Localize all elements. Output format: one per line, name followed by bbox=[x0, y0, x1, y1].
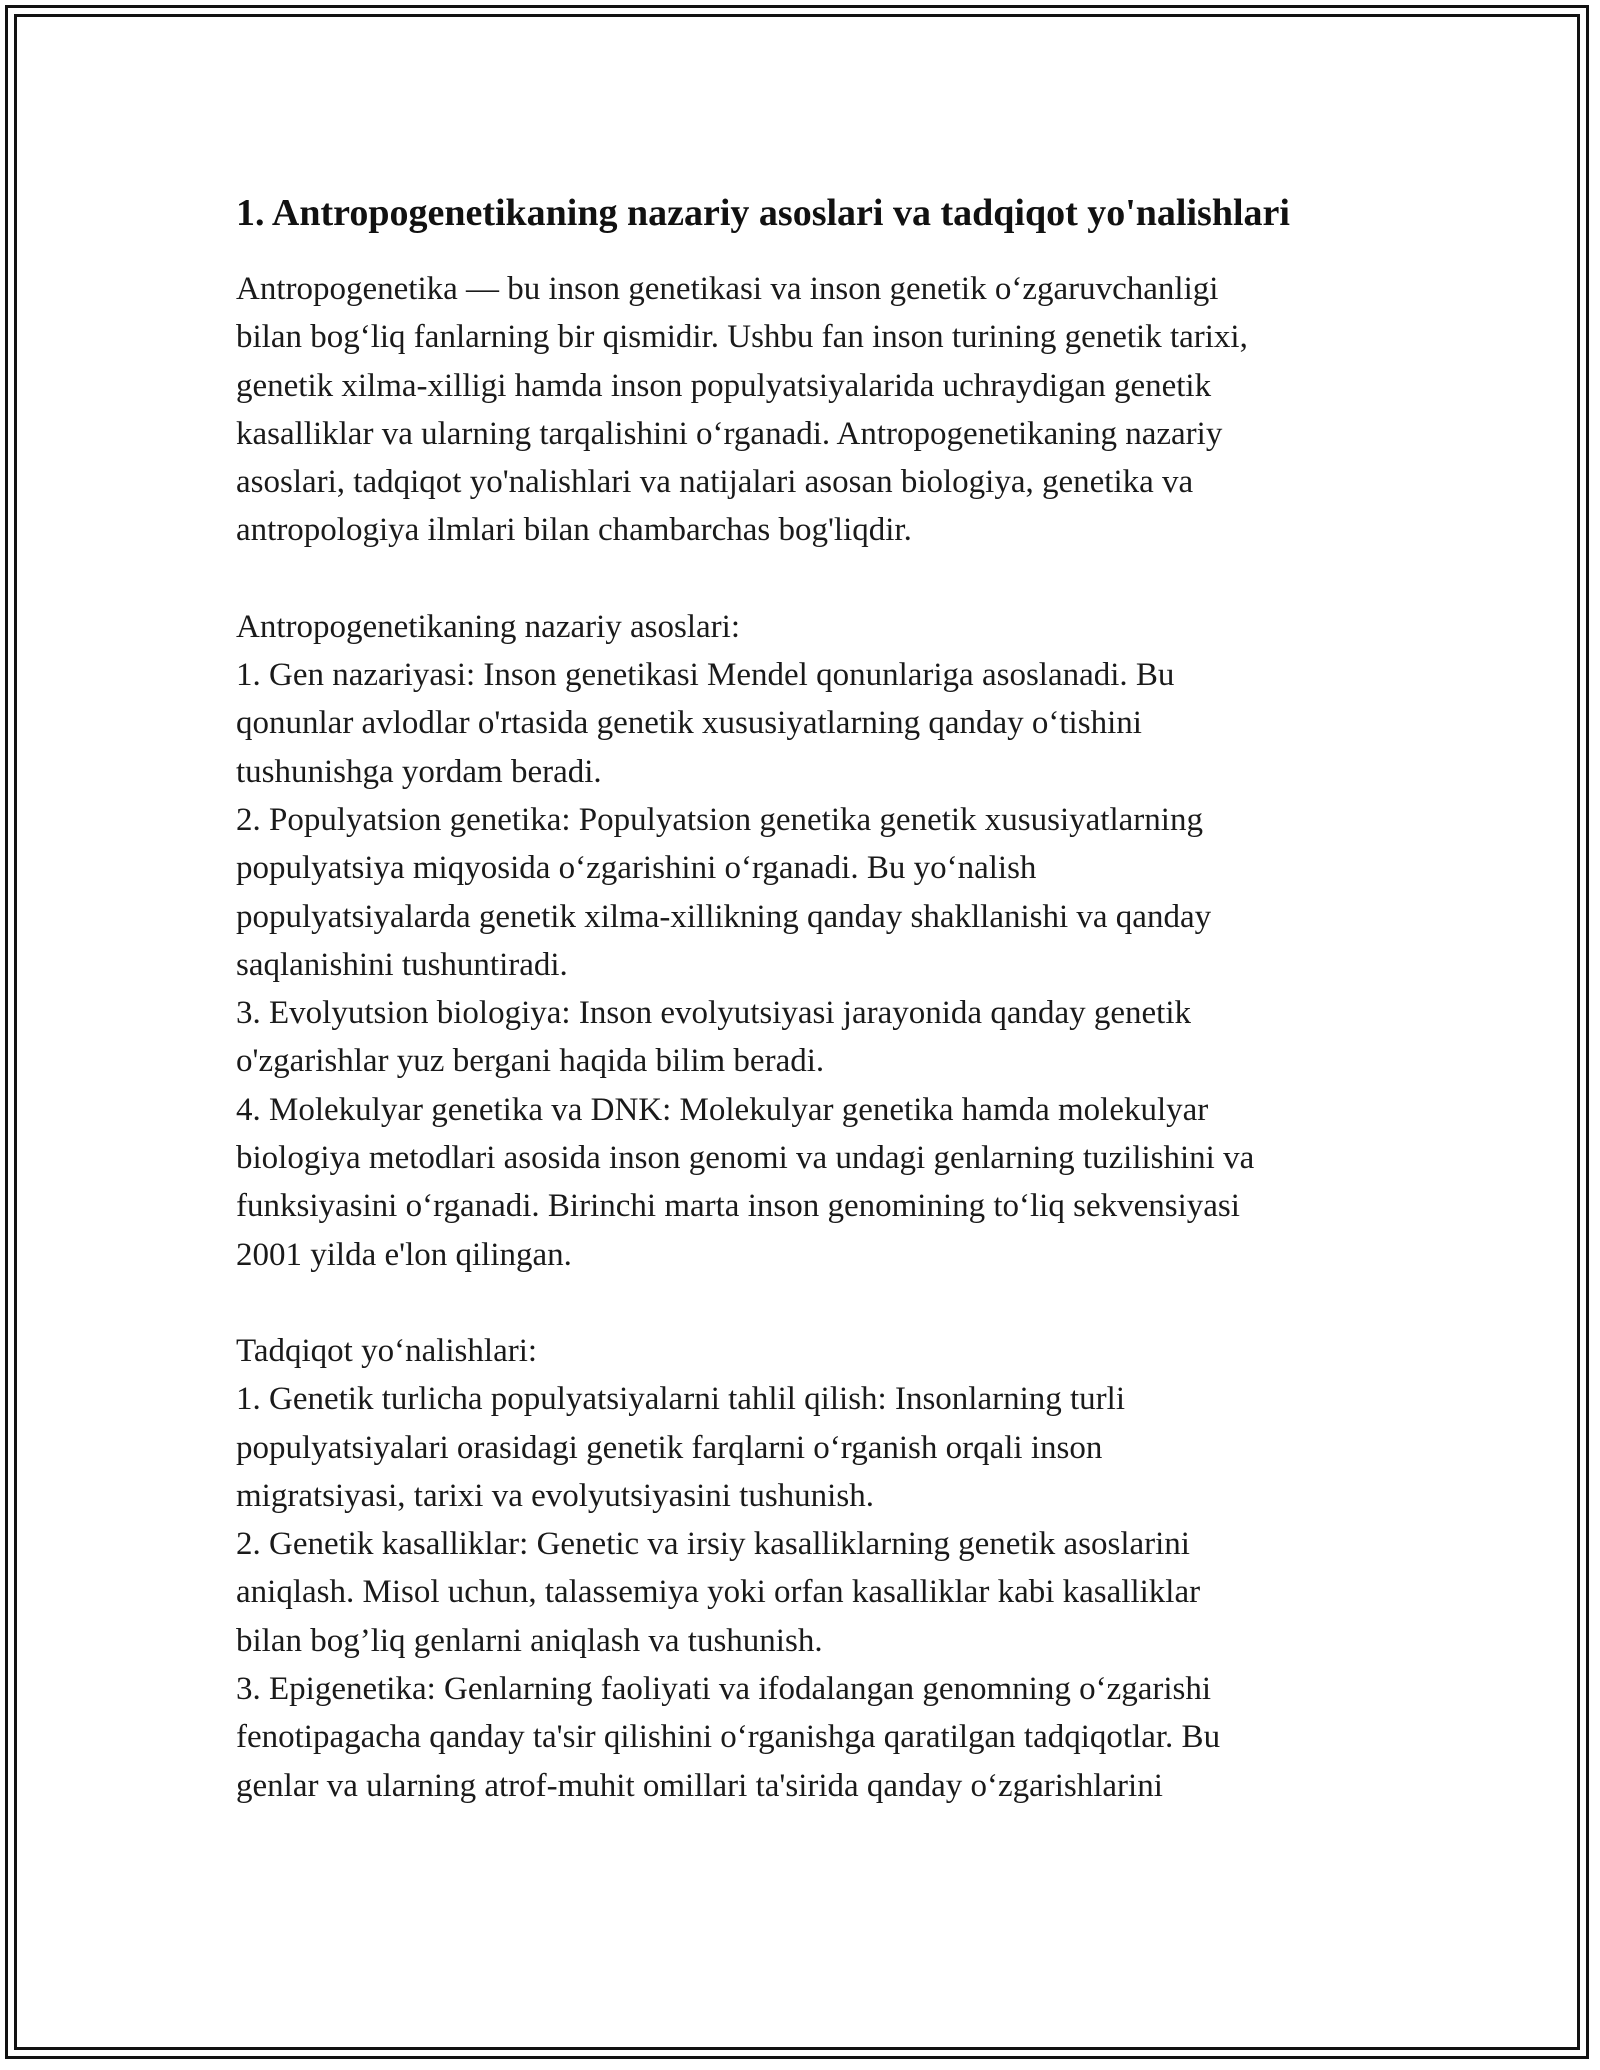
theory-item-1: 1. Gen nazariyasi: Inson genetikasi Mendel qonunlariga asoslanadi. Bu qonunlar avlodlar o'rtasida genetik xususiyatlarning qanday o‘tishini tushunishga yordam beradi. bbox=[236, 657, 1175, 790]
research-item-2: 2. Genetik kasalliklar: Genetic va irsiy kasalliklarning genetik asoslarini aniqlash. Misol uchun, talassemiya yoki orfan kasalliklar kabi kasalliklar bilan bog’liq genlarni aniqlash va tushunish. bbox=[236, 1526, 1201, 1659]
document-title: 1. Antropogenetikaning nazariy asoslari va tadqiqot yo'nalishlari bbox=[236, 192, 1290, 234]
theory-item-4: 4. Molekulyar genetika va DNK: Molekulyar genetika hamda molekulyar biologiya metodlari asosida inson genomi va undagi genlarning tuzilishini va funksiyasini o‘rganadi. Birinchi marta inson genomining to‘liq sekvensiyasi 2001 yilda e'lon qilingan. bbox=[236, 1091, 1255, 1273]
research-heading: Tadqiqot yo‘nalishlari: bbox=[236, 1332, 538, 1369]
document-page bbox=[236, 186, 1376, 1810]
research-item-3: 3. Epigenetika: Genlarning faoliyati va ifodalangan genomning o‘zgarishi fenotipagacha qanday ta'sir qilishini o‘rganishga qaratilgan tadqiqotlar. Bu genlar va ularning atrof-muhit omillari ta'sirida qanday o‘zgarishlarini bbox=[236, 1671, 1221, 1804]
theory-heading: Antropogenetikaning nazariy asoslari: bbox=[236, 608, 741, 645]
research-item-1: 1. Genetik turlicha populyatsiyalarni tahlil qilish: Insonlarning turli populyatsiyalari orasidagi genetik farqlarni o‘rganish orqali inson migratsiyasi, tarixi va evolyutsiyasini tushunish. bbox=[236, 1381, 1126, 1514]
intro-paragraph: Antropogenetika — bu inson genetikasi va inson genetik o‘zgaruvchanligi bilan bog‘liq fanlarning bir qismidir. Ushbu fan inson turining genetik tarixi, genetik xilma-xilligi hamda inson populyatsiyalarida uchraydigan genetik kasalliklar va ularning tarqalishini o‘rganadi. Antropogenetikaning nazariy asoslari, tadqiqot yo'nalishlari va natijalari asosan biologiya, genetika va antropologiya ilmlari bilan chambarchas bog'liqdir. bbox=[236, 271, 1248, 549]
theory-item-2: 2. Populyatsion genetika: Populyatsion genetika genetik xususiyatlarning populyatsiya miqyosida o‘zgarishini o‘rganadi. Bu yo‘nalish populyatsiyalarda genetik xilma-xillikning qanday shakllanishi va qanday saqlanishini tushuntiradi. bbox=[236, 801, 1212, 983]
theory-item-3: 3. Evolyutsion biologiya: Inson evolyutsiyasi jarayonida qanday genetik o'zgarishlar yuz bergani haqida bilim beradi. bbox=[236, 995, 1192, 1080]
section-spacer bbox=[236, 555, 1376, 603]
section-spacer bbox=[236, 1279, 1376, 1327]
